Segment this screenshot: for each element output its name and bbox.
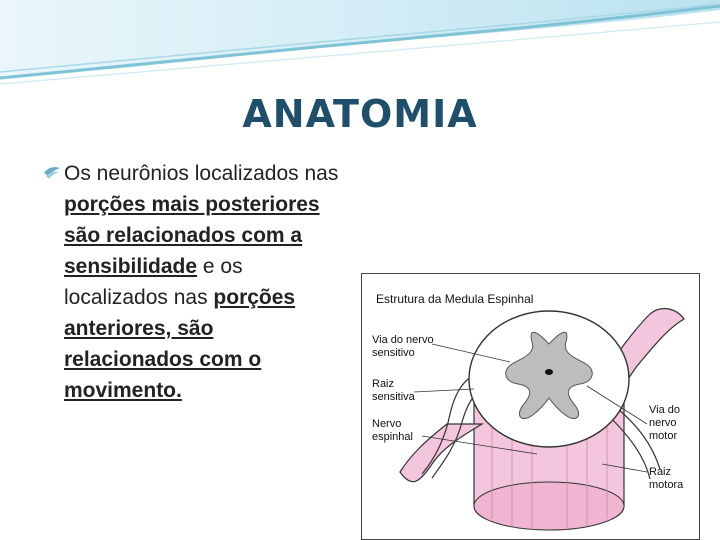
label-raiz-sensitiva: [372, 378, 415, 404]
figure-title: Estrutura da Medula Espinhal: [376, 292, 534, 306]
label-raiz-sensitiva-line-2: sensitiva: [372, 391, 415, 403]
label-via-motor-line-3: motor: [649, 430, 678, 442]
header-wave-decoration: [0, 0, 720, 90]
label-via-nervo-sensitivo: [372, 334, 434, 360]
paragraph-line-7: relacionados com o: [64, 348, 262, 371]
label-raiz-motora-line-2: motora: [649, 479, 684, 491]
paragraph-line-3: são relacionados com a: [64, 224, 303, 247]
paragraph-line-4-rest: e os: [197, 255, 243, 278]
paragraph-line-1: Os neurônios localizados nas: [64, 162, 339, 185]
label-raiz-motora: [649, 466, 683, 492]
label-via-motor-line-1: Via do: [649, 404, 680, 416]
paragraph-line-6: anteriores, são: [64, 317, 214, 340]
paragraph-line-2: porções mais posteriores: [64, 193, 320, 216]
label-nervo-espinhal-line-2: espinhal: [372, 431, 413, 443]
porcoes-word: porções: [213, 286, 296, 309]
slide-title: ANATOMIA: [242, 92, 478, 136]
label-via-nervo-motor: [649, 404, 680, 443]
label-nervo-espinhal-line-1: Nervo: [372, 418, 402, 430]
spinal-cord-figure: [361, 273, 700, 540]
label-via-sensitivo-line-2: sensitivo: [372, 347, 415, 359]
bullet-icon: [42, 164, 62, 182]
label-nervo-espinhal: [372, 418, 413, 444]
paragraph-line-5-plain: localizados nas: [64, 286, 214, 309]
label-raiz-sensitiva-line-1: Raiz: [372, 378, 395, 390]
paragraph-line-8: movimento.: [64, 379, 182, 402]
label-via-sensitivo-line-1: Via do nervo: [372, 334, 434, 346]
label-via-motor-line-2: nervo: [649, 417, 677, 429]
sensibilidade-word: sensibilidade: [64, 255, 198, 278]
label-raiz-motora-line-1: Raiz: [649, 466, 672, 478]
